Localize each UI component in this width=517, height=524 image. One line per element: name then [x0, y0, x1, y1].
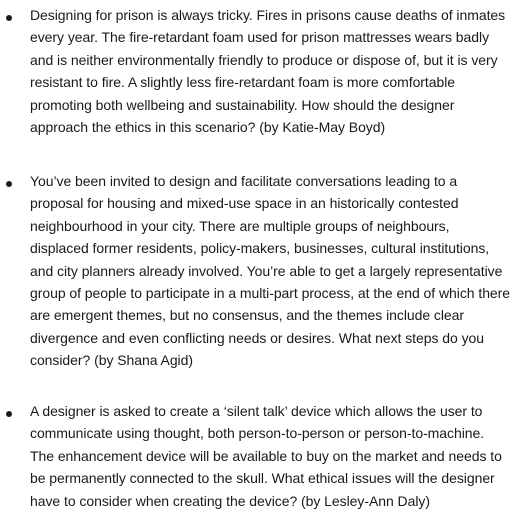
paragraph-line: every year. The fire-retardant foam used for prison mattresses wears badly: [30, 29, 490, 46]
bullet-icon: [6, 181, 12, 187]
paragraph-line: A designer is asked to create a ‘silent talk’ device which allows the user to: [30, 403, 483, 419]
paragraph-line: resistant to fire. A slightly less fire-retardant foam is more comfortable: [30, 74, 456, 91]
paragraph-line: divergence and even conflicting needs or desires. What next steps do you: [30, 329, 485, 346]
paragraph-line: consider? (by Shana Agid): [30, 352, 193, 369]
paragraph-line: communicate using thought, both person-to-person or person-to-machine.: [30, 425, 485, 442]
paragraph-line: be permanently connected to the skull. What ethical issues will the designer: [30, 470, 495, 487]
paragraph-line: and is neither environmentally friendly to produce or dispose of, but it is very: [30, 51, 498, 68]
paragraph-line: neighbourhood in your city. There are multiple groups of neighbours,: [30, 217, 450, 234]
paragraph-line: proposal for housing and mixed-use space in an historically contested: [30, 195, 459, 212]
paragraph-line: group of people to participate in a multi-part process, at the end of which there: [30, 285, 511, 302]
paragraph-line: promoting both wellbeing and sustainability. How should the designer: [30, 96, 455, 113]
paragraph-line: Designing for prison is always tricky. Fires in prisons cause deaths of inmates: [30, 7, 506, 23]
paragraph-line: You’ve been invited to design and facilitate conversations leading to a: [30, 173, 458, 189]
paragraph-prison-foam: [30, 4, 514, 138]
paragraph-contested-neighbourhood: [30, 170, 514, 372]
paragraph-line: displaced former residents, policy-makers, businesses, cultural institutions,: [30, 240, 490, 257]
paragraph-line: The enhancement device will be available to buy on the market and needs to: [30, 447, 502, 464]
paragraph-line: and city planners already involved. You’re able to get a largely representative: [30, 262, 503, 279]
paragraph-line: have to consider when creating the device? (by Lesley-Ann Daly): [30, 492, 430, 509]
paragraph-silent-talk: [30, 400, 514, 512]
bullet-icon: [6, 411, 12, 417]
bullet-icon: [6, 15, 12, 21]
paragraph-line: are emergent themes, but no consensus, and the themes include clear: [30, 307, 465, 324]
paragraph-line: approach the ethics in this scenario? (by Katie-May Boyd): [30, 119, 386, 136]
